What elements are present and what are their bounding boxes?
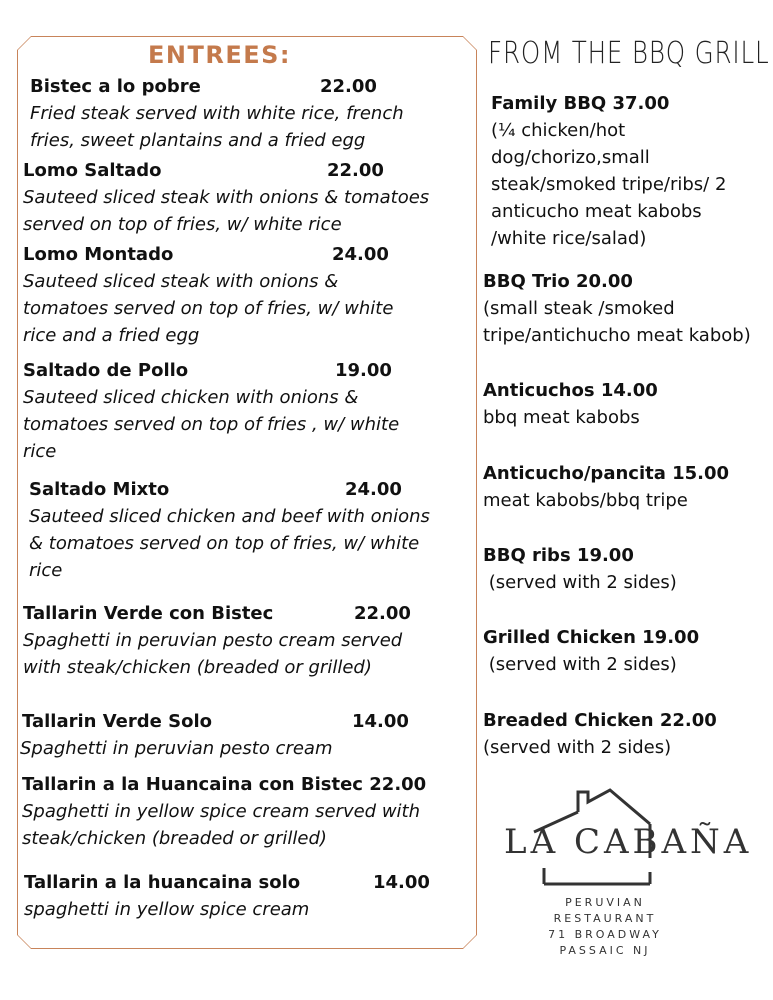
bbq-desc: (served with 2 sides): [483, 572, 677, 593]
bbq-desc: (served with 2 sides): [483, 737, 672, 758]
entree-desc: tomatoes served on top of fries, w/ white: [23, 298, 394, 319]
entree-item: [30, 74, 404, 154]
bbq-name: BBQ ribs 19.00: [483, 545, 634, 566]
entree-desc: Spaghetti in peruvian pesto cream served: [23, 630, 403, 651]
entree-price: 22.00: [354, 603, 411, 624]
entree-name: Lomo Montado: [23, 244, 174, 265]
bbq-desc: dog/chorizo,small: [491, 147, 650, 168]
house-logo-icon: [500, 788, 710, 968]
entree-name: Lomo Saltado: [23, 160, 162, 181]
entree-price: 19.00: [335, 360, 392, 381]
bbq-item: [483, 624, 699, 678]
entrees-title: ENTREES:: [148, 41, 292, 69]
logo-subtitle: RESTAURANT: [553, 912, 657, 925]
entree-desc: Spaghetti in yellow spice cream served with: [22, 801, 421, 822]
bbq-name: Anticucho/pancita 15.00: [483, 463, 730, 484]
logo-address: 71 BROADWAY: [548, 928, 662, 941]
entree-name: Saltado de Pollo: [23, 360, 189, 381]
entree-price: 14.00: [373, 872, 430, 893]
bbq-item: [491, 90, 726, 252]
bbq-desc: steak/smoked tripe/ribs/ 2: [491, 174, 727, 195]
logo-city: PASSAIC NJ: [559, 944, 651, 957]
entree-desc: rice: [23, 441, 57, 462]
bbq-name: Anticuchos 14.00: [483, 380, 658, 401]
bbq-item: [483, 707, 717, 761]
entree-desc: Sauteed sliced steak with onions &: [23, 271, 339, 292]
entree-name: Saltado Mixto: [29, 479, 170, 500]
bbq-name: BBQ Trio 20.00: [483, 271, 633, 292]
bbq-desc: bbq meat kabobs: [483, 407, 640, 428]
entree-desc: with steak/chicken (breaded or grilled): [23, 657, 372, 678]
bbq-title: FROM THE BBQ GRILL: [488, 36, 770, 71]
entree-name: Bistec a lo pobre: [30, 76, 201, 97]
entree-item: [23, 601, 411, 681]
entree-item: [29, 477, 430, 584]
entree-desc: rice and a fried egg: [23, 325, 200, 346]
entree-desc: & tomatoes served on top of fries, w/ white: [29, 533, 420, 554]
entree-price: 22.00: [369, 774, 427, 795]
bbq-item: [483, 542, 677, 596]
bbq-desc: tripe/antichucho meat kabob): [483, 325, 751, 346]
entree-desc: Sauteed sliced chicken and beef with onions: [29, 506, 430, 527]
entree-price: 24.00: [345, 479, 402, 500]
entree-name: Tallarin Verde Solo: [22, 711, 212, 732]
entree-price: 22.00: [327, 160, 384, 181]
bbq-desc: (served with 2 sides): [483, 654, 677, 675]
entree-desc: steak/chicken (breaded or grilled): [22, 828, 327, 849]
bbq-name: Family BBQ 37.00: [491, 93, 670, 114]
entree-name: Tallarin a la Huancaina con Bistec: [22, 774, 363, 795]
entree-item: [20, 709, 409, 762]
entree-price: 24.00: [332, 244, 389, 265]
entree-desc: fries, sweet plantains and a fried egg: [30, 130, 366, 151]
entree-desc: Spaghetti in peruvian pesto cream: [20, 738, 333, 759]
entree-name: Tallarin a la huancaina solo: [24, 872, 301, 893]
entree-desc: rice: [29, 560, 63, 581]
restaurant-name: LA CABAÑA: [504, 822, 753, 862]
entree-item: [23, 358, 399, 465]
bbq-desc: /white rice/salad): [491, 228, 647, 249]
entree-item: [22, 772, 426, 852]
bbq-desc: meat kabobs/bbq tripe: [483, 490, 688, 511]
entree-item: [23, 242, 393, 349]
entree-desc: spaghetti in yellow spice cream: [24, 899, 310, 920]
entree-price: 22.00: [320, 76, 377, 97]
logo-subtitle: PERUVIAN: [565, 896, 645, 909]
entree-item: [24, 870, 430, 923]
entree-desc: Sauteed sliced chicken with onions &: [23, 387, 359, 408]
bbq-item: [483, 377, 658, 431]
bbq-name: Breaded Chicken 22.00: [483, 710, 717, 731]
bbq-item: [483, 460, 729, 514]
bbq-desc: (small steak /smoked: [483, 298, 675, 319]
bbq-desc: (¼ chicken/hot: [491, 120, 626, 141]
bbq-desc: anticucho meat kabobs: [491, 201, 702, 222]
entree-desc: tomatoes served on top of fries , w/ white: [23, 414, 400, 435]
entree-desc: Fried steak served with white rice, french: [30, 103, 404, 124]
entree-desc: served on top of fries, w/ white rice: [23, 214, 342, 235]
entree-price: 14.00: [352, 711, 409, 732]
entree-desc: Sauteed sliced steak with onions & tomatoes: [23, 187, 430, 208]
bbq-item: [483, 268, 751, 349]
entree-name: Tallarin Verde con Bistec: [23, 603, 274, 624]
bbq-name: Grilled Chicken 19.00: [483, 627, 700, 648]
entree-item: [23, 158, 429, 238]
